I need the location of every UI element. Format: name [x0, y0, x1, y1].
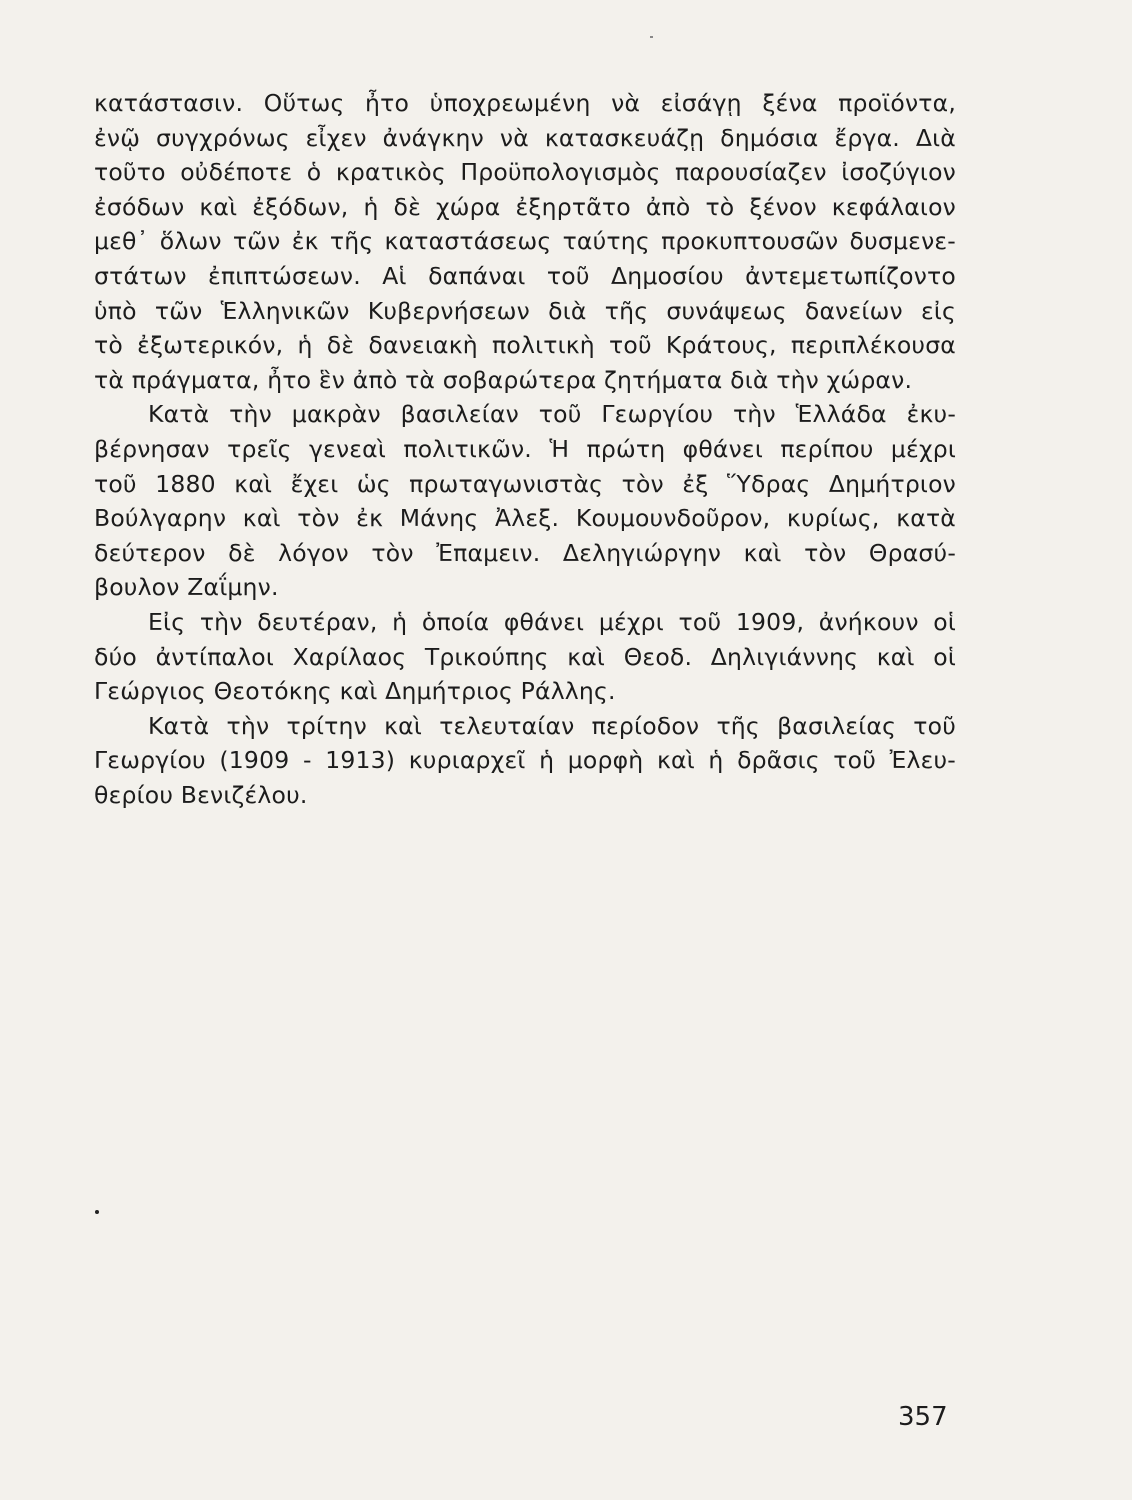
- text-line: ἐνῷ συγχρόνως εἶχεν ἀνάγκην νὰ κατασκευάζῃ δημόσια ἔργα. Διὰ: [94, 123, 956, 152]
- show-through-block: [80, 880, 960, 1060]
- text-line: δεύτερον δὲ λόγον τὸν Ἐπαμειν. Δεληγιώργην καὶ τὸν Θρασύ-: [94, 538, 956, 567]
- text-line: Γεώργιος Θεοτόκης καὶ Δημήτριος Ράλλης.: [94, 677, 616, 706]
- text-line: βουλον Ζαΐμην.: [94, 573, 279, 602]
- page-number: 357: [898, 1402, 948, 1432]
- text-line: τὰ πράγματα, ἦτο ἓν ἀπὸ τὰ σοβαρώτερα ζητήματα διὰ τὴν χώραν.: [94, 365, 913, 394]
- text-line: Εἰς τὴν δευτέραν, ἡ ὁποία φθάνει μέχρι τοῦ 1909, ἀνήκουν οἱ: [148, 607, 956, 636]
- text-line: Κατὰ τὴν τρίτην καὶ τελευταίαν περίοδον τῆς βασιλείας τοῦ: [148, 711, 956, 740]
- show-through-lower: [96, 1110, 956, 1400]
- text-line: τοῦ 1880 καὶ ἔχει ὡς πρωταγωνιστὰς τὸν ἐξ Ὕδρας Δημήτριον: [94, 469, 956, 498]
- text-line: ἐσόδων καὶ ἐξόδων, ἡ δὲ χώρα ἐξηρτᾶτο ἀπὸ τὸ ξένον κεφάλαιον: [94, 192, 956, 221]
- text-line: κατάστασιν. Οὕτως ἦτο ὑποχρεωμένη νὰ εἰσάγῃ ξένα προϊόντα,: [94, 89, 956, 117]
- text-line: ὑπὸ τῶν Ἑλληνικῶν Κυβερνήσεων διὰ τῆς συνάψεως δανείων εἰς: [94, 296, 956, 325]
- ink-dot: [95, 1210, 99, 1214]
- text-line: βέρνησαν τρεῖς γενεαὶ πολιτικῶν. Ἡ πρώτη φθάνει περίπου μέχρι: [94, 434, 956, 463]
- scan-speck: [650, 36, 653, 38]
- text-line: τὸ ἐξωτερικόν, ἡ δὲ δανειακὴ πολιτικὴ τοῦ Κράτους, περιπλέκουσα: [94, 331, 956, 360]
- text-line: Γεωργίου (1909 - 1913) κυριαρχεῖ ἡ μορφὴ καὶ ἡ δρᾶσις τοῦ Ἐλευ-: [94, 746, 956, 775]
- text-line: Βούλγαρην καὶ τὸν ἐκ Μάνης Ἀλεξ. Κουμουνδοῦρον, κυρίως, κατὰ: [94, 504, 956, 533]
- text-line: Κατὰ τὴν μακρὰν βασιλείαν τοῦ Γεωργίου τὴν Ἑλλάδα ἐκυ-: [148, 400, 956, 429]
- main-text: [94, 86, 956, 812]
- text-line: στάτων ἐπιπτώσεων. Αἱ δαπάναι τοῦ Δημοσίου ἀντεμετωπίζοντο: [94, 261, 956, 290]
- text-line: τοῦτο οὐδέποτε ὁ κρατικὸς Προϋπολογισμὸς παρουσίαζεν ἰσοζύγιον: [94, 158, 956, 187]
- text-line: θερίου Βενιζέλου.: [94, 780, 308, 809]
- text-line: δύο ἀντίπαλοι Χαρίλαος Τρικούπης καὶ Θεοδ. Δηλιγιάννης καὶ οἱ: [94, 642, 956, 671]
- text-line: μεθ᾽ ὅλων τῶν ἐκ τῆς καταστάσεως ταύτης προκυπτουσῶν δυσμενε-: [94, 227, 956, 256]
